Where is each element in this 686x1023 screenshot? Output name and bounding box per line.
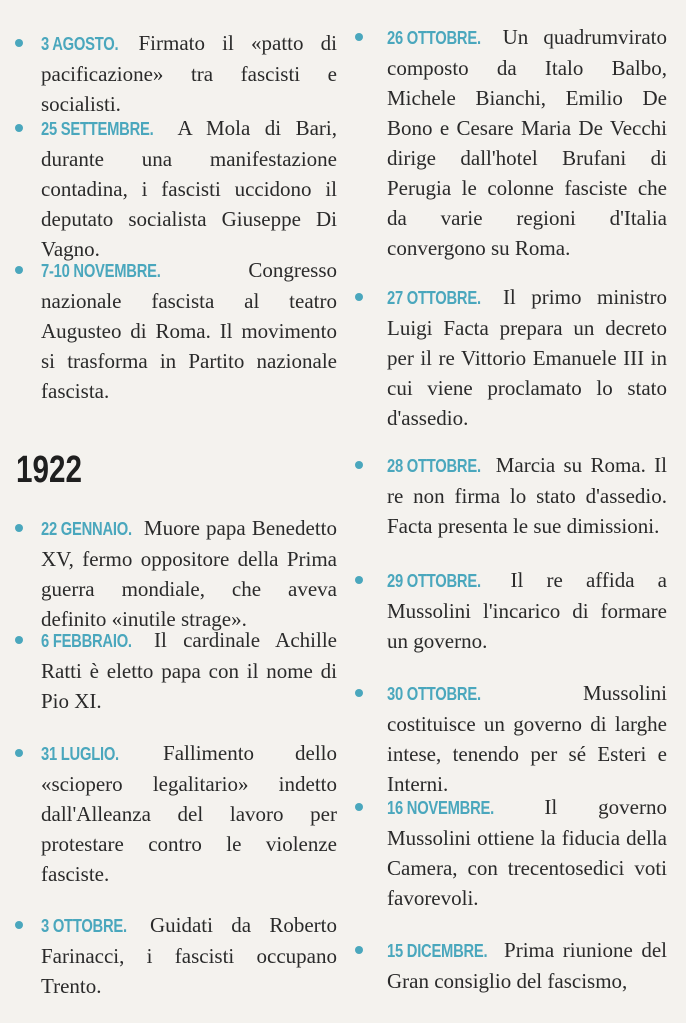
entry-date: 15 DICEMBRE. (387, 941, 488, 961)
entry-text: A Mola di Bari, durante una manifestazione contadina, i fascisti uccidono il deputato socialista Giuseppe Di Vagno. (41, 116, 337, 261)
bullet-icon (354, 282, 364, 312)
bullet-icon (14, 513, 24, 543)
timeline-entry (352, 282, 667, 433)
timeline-entry (352, 565, 667, 656)
entry-date: 3 AGOSTO. (41, 34, 119, 54)
entry-date: 30 OTTOBRE. (387, 684, 481, 704)
entry-text: Il re affida a Mussolini l'incarico di formare un governo. (387, 568, 668, 653)
entry-text: Il cardinale Achille Ratti è eletto papa con il nome di Pio XI. (41, 628, 337, 713)
entry-text: Marcia su Roma. Il re non firma lo stato d'assedio. Facta presenta le sue dimissioni. (387, 453, 668, 538)
entry-date: 26 OTTOBRE. (387, 28, 481, 48)
timeline-entry (0, 28, 337, 119)
entry-date: 16 NOVEMBRE. (387, 798, 494, 818)
entry-text: Il primo ministro Luigi Facta prepara un decreto per il re Vittorio Emanuele III in cui viene proclamato lo stato d'assedio. (387, 285, 667, 430)
timeline-entry (0, 513, 337, 634)
entry-date: 25 SETTEMBRE. (41, 119, 154, 139)
timeline-entry (0, 625, 337, 716)
bullet-icon (14, 255, 24, 285)
entry-date: 3 OTTOBRE. (41, 916, 127, 936)
entry-text: Mussolini costituisce un governo di larghe intese, tenendo per sé Esteri e Interni. (387, 681, 667, 796)
timeline-entry (352, 935, 667, 996)
entry-date: 27 OTTOBRE. (387, 288, 481, 308)
timeline-entry (0, 113, 337, 264)
bullet-icon (354, 450, 364, 480)
bullet-icon (14, 738, 24, 768)
entry-text: Un quadrumvirato composto da Italo Balbo, Michele Bianchi, Emilio De Bono e Cesare Maria De Vecchi dirige dall'hotel Brufani di Perugia le colonne fasciste che da varie regioni d'Italia convergono su Roma. (387, 25, 668, 260)
timeline-entry (0, 910, 337, 1001)
bullet-icon (14, 113, 24, 143)
entry-text: Prima riunione del Gran consiglio del fascismo, (387, 938, 667, 993)
timeline-entry (352, 792, 667, 913)
entry-date: 22 GENNAIO. (41, 519, 132, 539)
entry-date: 6 FEBBRAIO. (41, 631, 132, 651)
timeline-entry (352, 450, 667, 541)
entry-text: Muore papa Benedetto XV, fermo oppositore della Prima guerra mondiale, che aveva definito «inutile strage». (41, 516, 337, 631)
year-heading: 1922 (16, 449, 82, 491)
timeline-entry (352, 678, 667, 799)
bullet-icon (354, 792, 364, 822)
entry-text: Firmato il «patto di pacificazione» tra fascisti e socialisti. (41, 31, 337, 116)
bullet-icon (354, 678, 364, 708)
entry-date: 29 OTTOBRE. (387, 571, 481, 591)
bullet-icon (14, 28, 24, 58)
bullet-icon (14, 910, 24, 940)
entry-date: 31 LUGLIO. (41, 744, 119, 764)
entry-text: Guidati da Roberto Farinacci, i fascisti occupano Trento. (41, 913, 337, 998)
bullet-icon (354, 565, 364, 595)
bullet-icon (14, 625, 24, 655)
timeline-entry (352, 22, 667, 263)
entry-date: 7-10 NOVEMBRE. (41, 261, 161, 281)
entry-text: Fallimento dello «sciopero legalitario» indetto dall'Alleanza del lavoro per protestare contro le violenze fasciste. (41, 741, 338, 886)
entry-text: Il governo Mussolini ottiene la fiducia della Camera, con trecentosedici voti favorevoli. (387, 795, 667, 910)
entry-text: Congresso nazionale fascista al teatro Augusteo di Roma. Il movimento si trasforma in Partito nazionale fascista. (41, 258, 337, 403)
entry-date: 28 OTTOBRE. (387, 456, 481, 476)
bullet-icon (354, 22, 364, 52)
bullet-icon (354, 935, 364, 965)
timeline-entry (0, 255, 337, 406)
timeline-entry (0, 738, 337, 889)
